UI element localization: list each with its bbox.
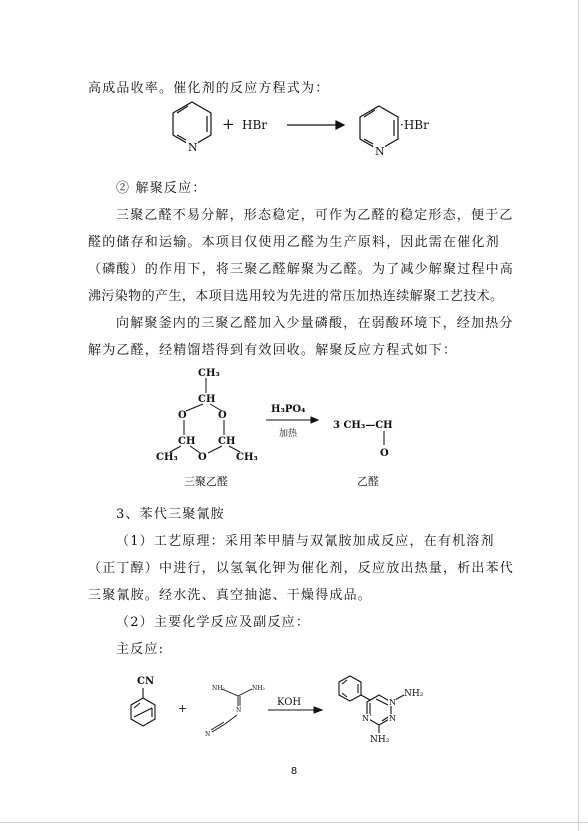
pyridine-reaction-equation [0,96,588,166]
para3-line2: 三聚氰胺。经水洗、真空抽滤、干燥得成品。 [88,588,373,603]
benzoguanamine-structure [339,676,424,745]
para1-line4: 沸污染物的产生，本项目选用较为先进的常压加热连续解聚工艺技术。 [88,289,504,304]
paraldehyde-structure [156,368,258,463]
triazine-n-1: N [389,698,396,707]
ch3-left: CH₃ [156,452,178,463]
para2-line2: 解为乙醛，经精馏塔得到有效回收。解聚反应方程式如下： [88,343,458,358]
section-heading-benzoguanamine: 3、苯代三聚氰胺 [116,507,225,522]
section-heading-depolymerization: ② 解聚反应： [116,181,207,196]
main-reaction-label: 主反应: [116,642,165,657]
depolymerization-arrow [266,417,318,423]
pyridine-structure [173,102,211,146]
pyridinium-structure [360,106,398,150]
product-formula: 3 CH₃—CH [333,420,393,431]
nh2-right: NH₂ [252,685,265,692]
page-number: 8 [290,766,298,777]
dicyandiamide-structure [205,685,265,738]
plus-sign: + [222,115,235,133]
o-bottom: O [198,452,207,463]
koh-catalyst-label: KOH [277,697,302,708]
para2-line1: 向解聚釜内的三聚乙醛加入少量磷酸，在弱酸环境下，经加热分 [116,316,514,331]
para1-line1: 三聚乙醛不易分解，形态稳定，可作为乙醛的稳定形态，便于乙 [116,208,514,223]
page-border-bottom [0,822,588,823]
pyridine-n-label: N [188,141,198,154]
nh2-left: NH₂ [212,685,225,692]
acetaldehyde-name: 乙醛 [357,475,379,488]
ch3-top: CH₃ [198,368,220,379]
para4-title: （2）主要化学反应及副反应： [116,615,311,630]
para1-line3: （磷酸）的作用下，将三聚乙醛解聚为乙醛。为了减少解聚过程中高 [88,262,515,277]
para3-line1: （正丁醇）中进行，以氢氧化钾为催化剂，反应放出热量，析出苯代 [88,561,515,576]
heating-condition-label: 加热 [279,429,298,439]
triazine-n-2: N [362,714,369,723]
cyano-n: N [205,731,211,738]
ch-right: CH [218,436,236,447]
benzoguanamine-reaction-equation [0,662,588,752]
ch-top: CH [198,394,216,405]
reaction-arrow [287,121,344,129]
o-left: O [178,410,187,421]
hbr-reagent: HBr [242,118,268,132]
benzonitrile-structure [131,676,155,726]
product-carbonyl-o: O [380,448,389,459]
pyridinium-n-label: N [375,145,385,158]
depolymerization-equation [0,362,588,492]
ch-left: CH [178,436,196,447]
o-right: O [218,410,227,421]
amine-label-top: NH₂ [404,689,424,699]
para3-title: （1）工艺原理：采用苯甲腈与双氰胺加成反应，在有机溶剂 [116,534,495,549]
imine-n: N [236,707,242,714]
acetaldehyde-structure [333,420,393,459]
catalyst-label: H₃PO₄ [271,404,306,415]
amine-label-bottom: NH₂ [370,735,390,745]
plus-sign-2: + [178,702,188,715]
para1-line2: 醛的储存和运输。本项目仅使用乙醛为生产原料，因此需在催化剂 [88,235,500,250]
cn-label: CN [137,676,155,687]
intro-line: 高成品收率。催化剂的反应方程式为： [88,81,330,96]
hbr-salt-label: ·HBr [400,118,429,132]
paraldehyde-name: 三聚乙醛 [184,475,228,488]
triazine-n-3: N [389,714,396,723]
ch3-right: CH₃ [236,452,258,463]
